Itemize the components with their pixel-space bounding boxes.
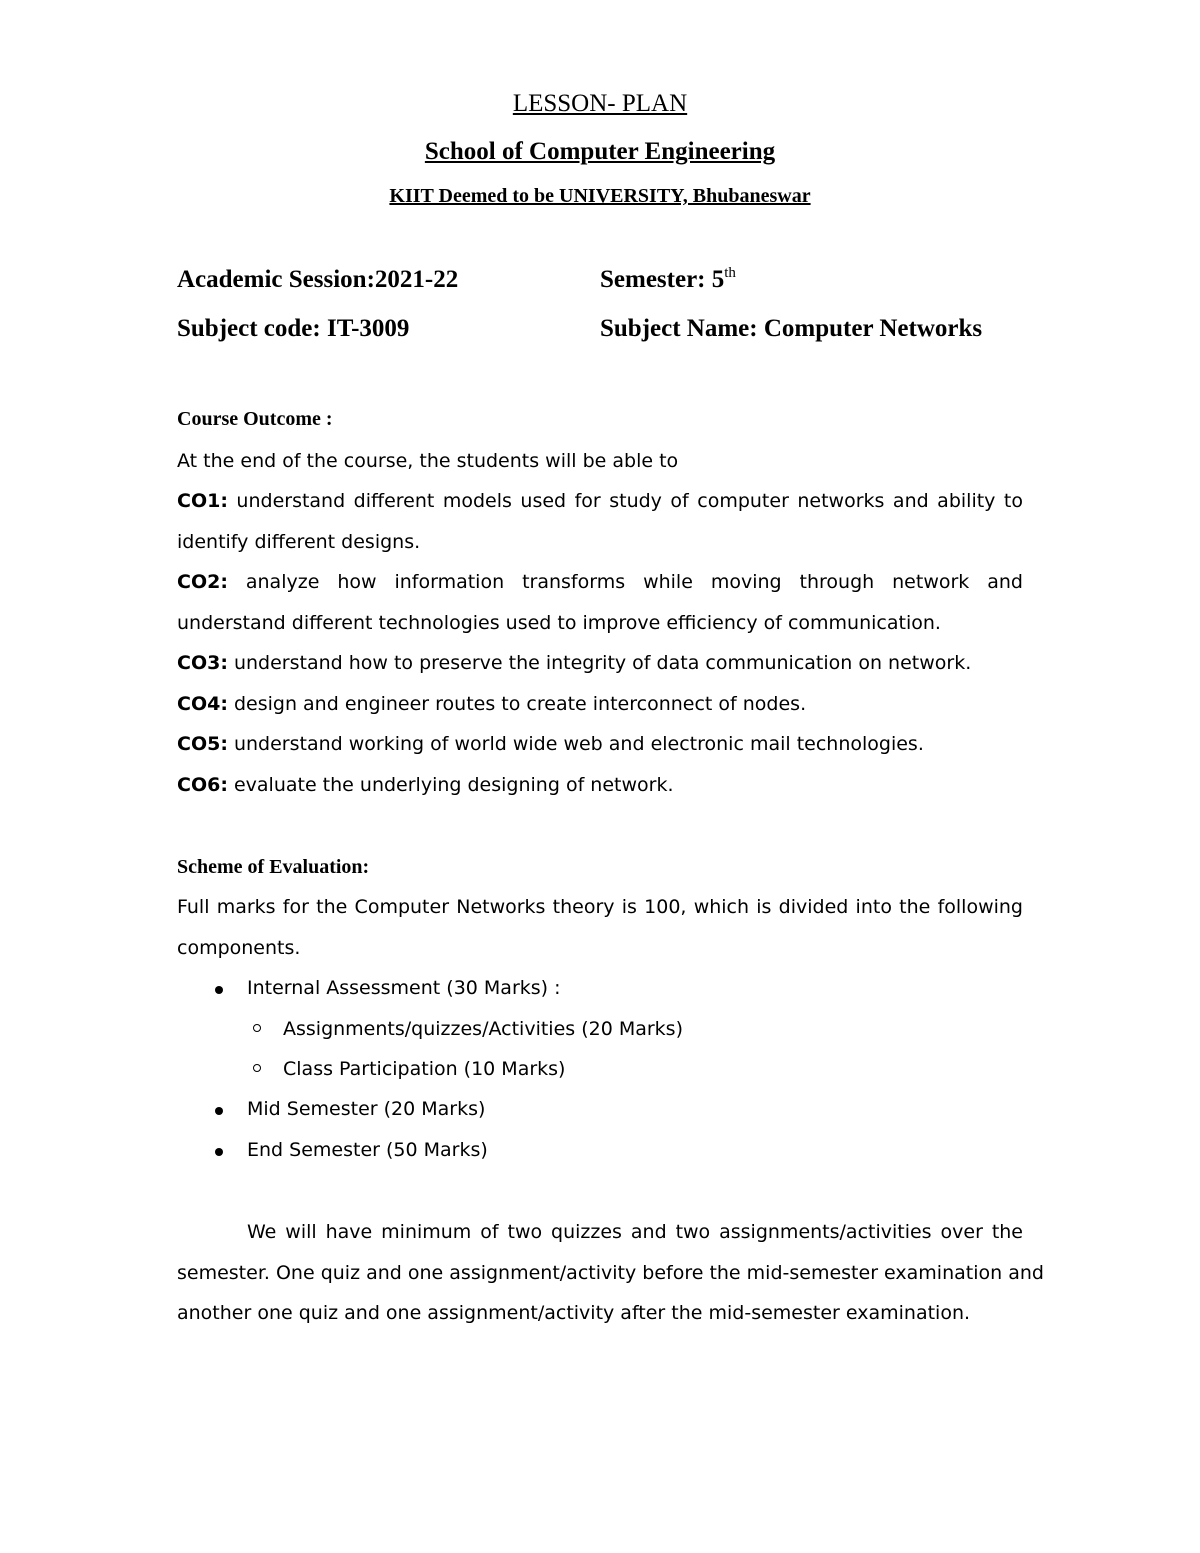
co1-text: understand different models used for study of computer networks and ability to	[227, 490, 1023, 512]
co5-text: understand working of world wide web and electronic mail technologies.	[227, 733, 924, 755]
co2-line1	[177, 571, 1023, 593]
internal-assessment-item: Internal Assessment (30 Marks) :	[247, 977, 561, 999]
course-outcome-heading: Course Outcome :	[177, 408, 333, 430]
co6	[177, 774, 674, 796]
semester-superscript: th	[724, 265, 736, 281]
semester	[600, 266, 736, 294]
assignments-item: Assignments/quizzes/Activities (20 Marks)	[283, 1018, 683, 1040]
semester-label: Semester: 5	[600, 266, 725, 293]
co3-text: understand how to preserve the integrity of data communication on network.	[227, 652, 972, 674]
end-semester-item: End Semester (50 Marks)	[247, 1139, 488, 1161]
subject-code: Subject code: IT-3009	[177, 315, 410, 342]
co3-label: CO3:	[177, 652, 228, 674]
co3	[177, 652, 971, 674]
co2-label: CO2:	[177, 571, 228, 593]
bullet-icon	[215, 1107, 223, 1115]
course-outcome-intro: At the end of the course, the students will be able to	[177, 450, 679, 472]
subject-name: Subject Name: Computer Networks	[600, 315, 983, 342]
co4-label: CO4:	[177, 693, 228, 715]
co1-label: CO1:	[177, 490, 228, 512]
co6-label: CO6:	[177, 774, 228, 796]
bullet-icon	[215, 1148, 223, 1156]
sub-bullet-icon	[253, 1024, 261, 1032]
evaluation-intro-line1: Full marks for the Computer Networks theory is 100, which is divided into the following	[177, 896, 1023, 918]
document-title: LESSON- PLAN	[512, 90, 688, 117]
bullet-icon	[215, 986, 223, 994]
participation-item: Class Participation (10 Marks)	[283, 1058, 566, 1080]
co1-line2: identify different designs.	[177, 531, 421, 553]
co4	[177, 693, 806, 715]
quiz-paragraph-line1: We will have minimum of two quizzes and two assignments/activities over the	[247, 1221, 1023, 1243]
academic-session: Academic Session:2021-22	[177, 266, 459, 293]
mid-semester-item: Mid Semester (20 Marks)	[247, 1098, 486, 1120]
university-name: KIIT Deemed to be UNIVERSITY, Bhubaneswar	[389, 185, 811, 207]
quiz-paragraph-line2: semester. One quiz and one assignment/activity before the mid-semester examination and	[177, 1262, 1044, 1284]
school-name: School of Computer Engineering	[424, 138, 776, 165]
co2-text: analyze how information transforms while moving through network and	[227, 571, 1023, 593]
co5	[177, 733, 924, 755]
co5-label: CO5:	[177, 733, 228, 755]
co2-line2: understand different technologies used to improve efficiency of communication.	[177, 612, 941, 634]
sub-bullet-icon	[253, 1064, 261, 1072]
co1-line1	[177, 490, 1023, 512]
evaluation-heading: Scheme of Evaluation:	[177, 856, 370, 878]
co4-text: design and engineer routes to create interconnect of nodes.	[227, 693, 807, 715]
quiz-paragraph-line3: another one quiz and one assignment/activity after the mid-semester examination.	[177, 1302, 971, 1324]
co6-text: evaluate the underlying designing of network.	[227, 774, 674, 796]
evaluation-intro-line2: components.	[177, 937, 301, 959]
